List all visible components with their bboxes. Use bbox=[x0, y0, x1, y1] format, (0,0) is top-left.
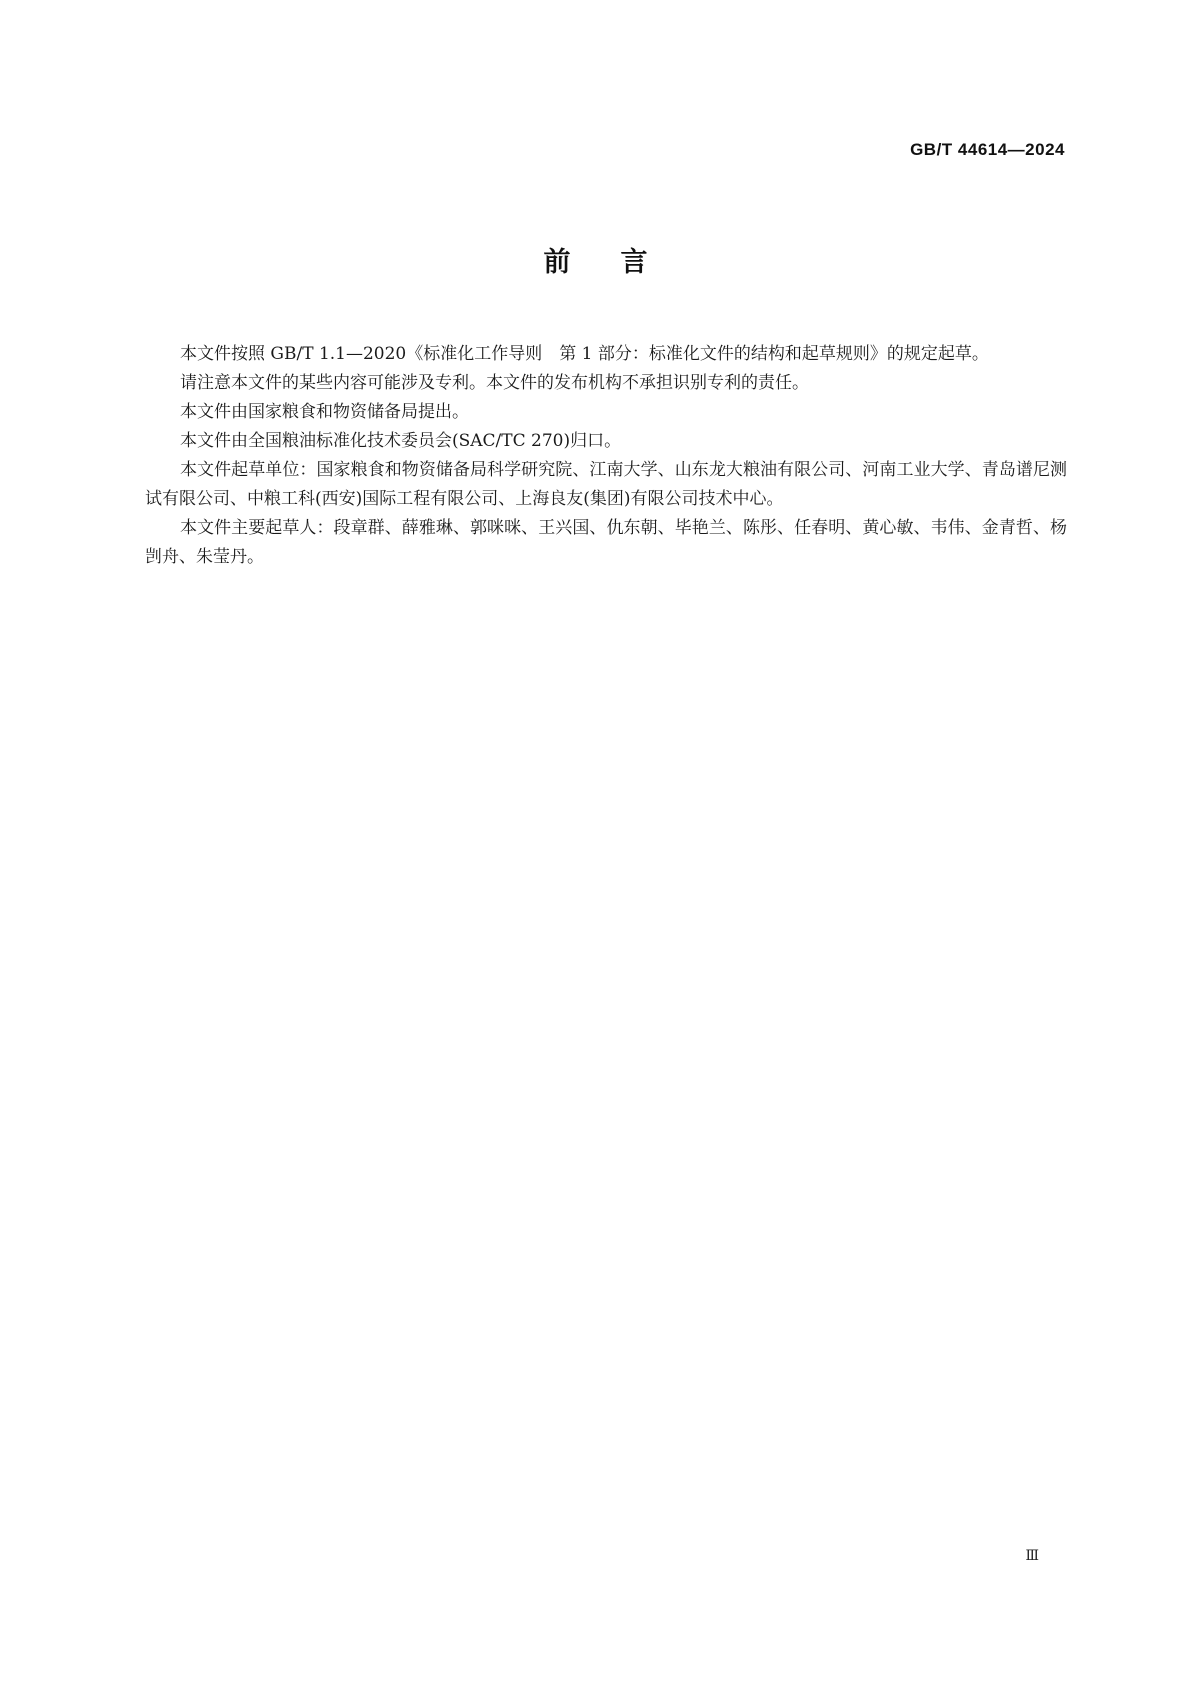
preface-body bbox=[145, 340, 1067, 572]
paragraph-drafting-organizations: 本文件起草单位：国家粮食和物资储备局科学研究院、江南大学、山东龙大粮油有限公司、河南工业大学、青岛谱尼测试有限公司、中粮工科(西安)国际工程有限公司、上海良友(集团)有限公司技术中心。 bbox=[145, 460, 1067, 509]
paragraph-drafters: 本文件主要起草人：段章群、薛雅琳、郭咪咪、王兴国、仇东朝、毕艳兰、陈彤、任春明、黄心敏、韦伟、金青哲、杨剀舟、朱莹丹。 bbox=[145, 518, 1067, 567]
paragraph-drafting-rules: 本文件按照 GB/T 1.1—2020《标准化工作导则 第 1 部分：标准化文件的结构和起草规则》的规定起草。 bbox=[180, 344, 989, 364]
standard-code: GB/T 44614—2024 bbox=[910, 140, 1065, 159]
paragraph-patent-notice: 请注意本文件的某些内容可能涉及专利。本文件的发布机构不承担识别专利的责任。 bbox=[180, 373, 809, 393]
paragraph-technical-committee: 本文件由全国粮油标准化技术委员会(SAC/TC 270)归口。 bbox=[180, 431, 622, 451]
page-title: 前言 bbox=[543, 247, 698, 278]
page-number: Ⅲ bbox=[1025, 1548, 1039, 1564]
paragraph-proposer: 本文件由国家粮食和物资储备局提出。 bbox=[180, 402, 469, 422]
